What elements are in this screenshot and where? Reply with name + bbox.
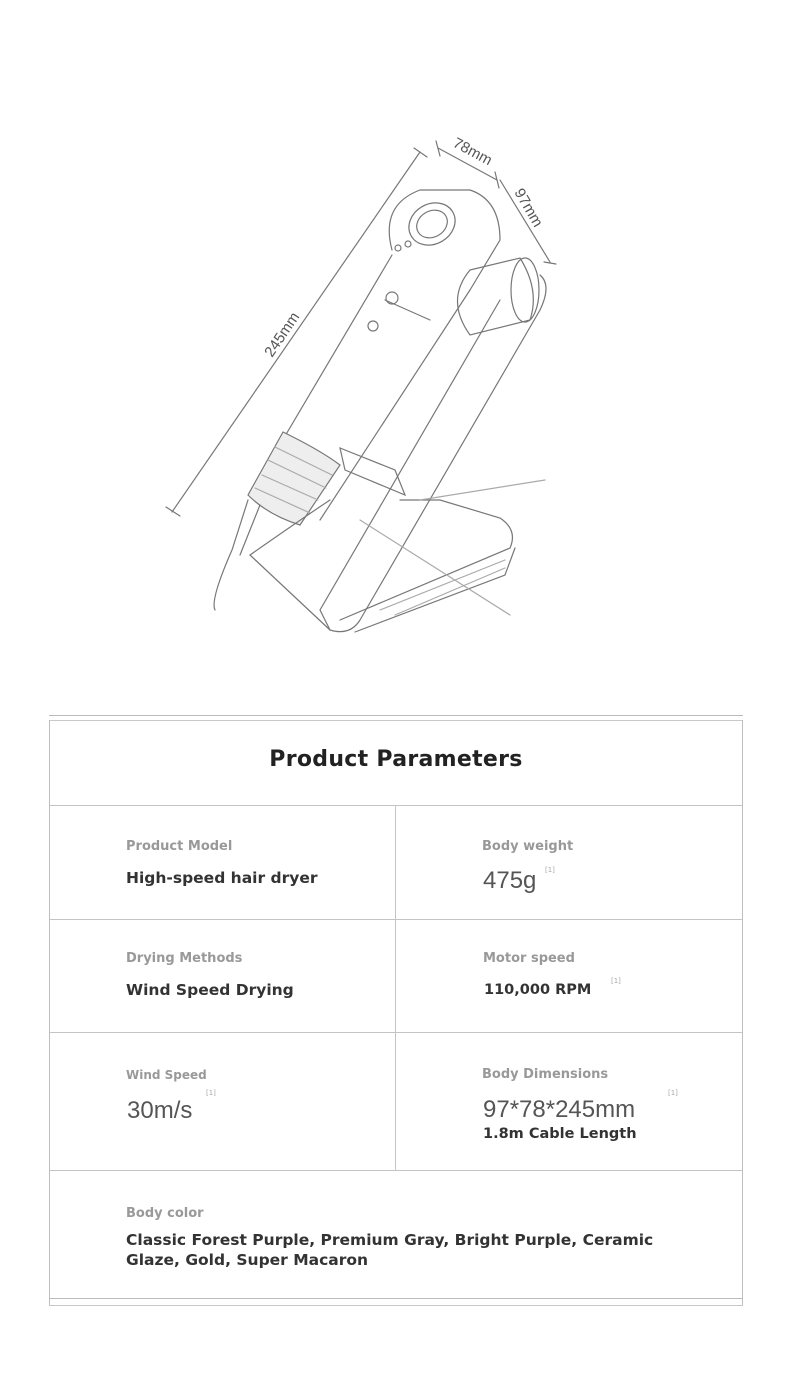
wind-speed-label: Wind Speed — [126, 1068, 207, 1082]
product-model-value: High-speed hair dryer — [126, 869, 318, 887]
wind-speed-footnote: [1] — [206, 1089, 216, 1097]
drying-methods-label: Drying Methods — [126, 951, 243, 966]
drying-methods-value: Wind Speed Drying — [126, 981, 294, 999]
column-divider — [395, 805, 396, 1170]
table-title: Product Parameters — [269, 747, 523, 772]
product-model-label: Product Model — [126, 839, 233, 854]
row-divider — [49, 1170, 743, 1171]
dim-height-label: 245mm — [261, 309, 304, 361]
dim-width-label: 97mm — [510, 185, 547, 231]
motor-speed-label: Motor speed — [483, 951, 575, 966]
body-dimensions-value: 97*78*245mm — [483, 1096, 636, 1123]
row-divider — [49, 1032, 743, 1033]
dim-depth-label: 78mm — [450, 134, 495, 170]
parameters-table — [49, 715, 743, 1306]
row-divider — [49, 805, 743, 806]
table-border-left — [49, 720, 50, 1306]
body-dimensions-label: Body Dimensions — [482, 1067, 609, 1082]
table-border-bottom-inner — [49, 1298, 743, 1299]
table-border-top — [49, 715, 743, 716]
motor-speed-footnote: [1] — [611, 977, 621, 985]
row-divider — [49, 919, 743, 920]
body-color-value-line2: Glaze, Gold, Super Macaron — [126, 1251, 369, 1269]
motor-speed-value: 110,000 RPM — [484, 982, 592, 998]
body-weight-label: Body weight — [482, 839, 574, 854]
table-border-bottom — [49, 1305, 743, 1306]
hair-dryer-sketch — [0, 0, 790, 690]
cable-length-value: 1.8m Cable Length — [483, 1126, 637, 1142]
table-border-top-inner — [49, 720, 743, 721]
body-color-label: Body color — [126, 1206, 204, 1221]
body-weight-value: 475g — [483, 867, 537, 894]
body-weight-footnote: [1] — [545, 866, 555, 874]
table-border-right — [742, 720, 743, 1306]
body-dimensions-footnote: [1] — [668, 1089, 678, 1097]
body-color-value-line1: Classic Forest Purple, Premium Gray, Bright Purple, Ceramic — [126, 1231, 654, 1249]
wind-speed-value: 30m/s — [127, 1097, 193, 1124]
